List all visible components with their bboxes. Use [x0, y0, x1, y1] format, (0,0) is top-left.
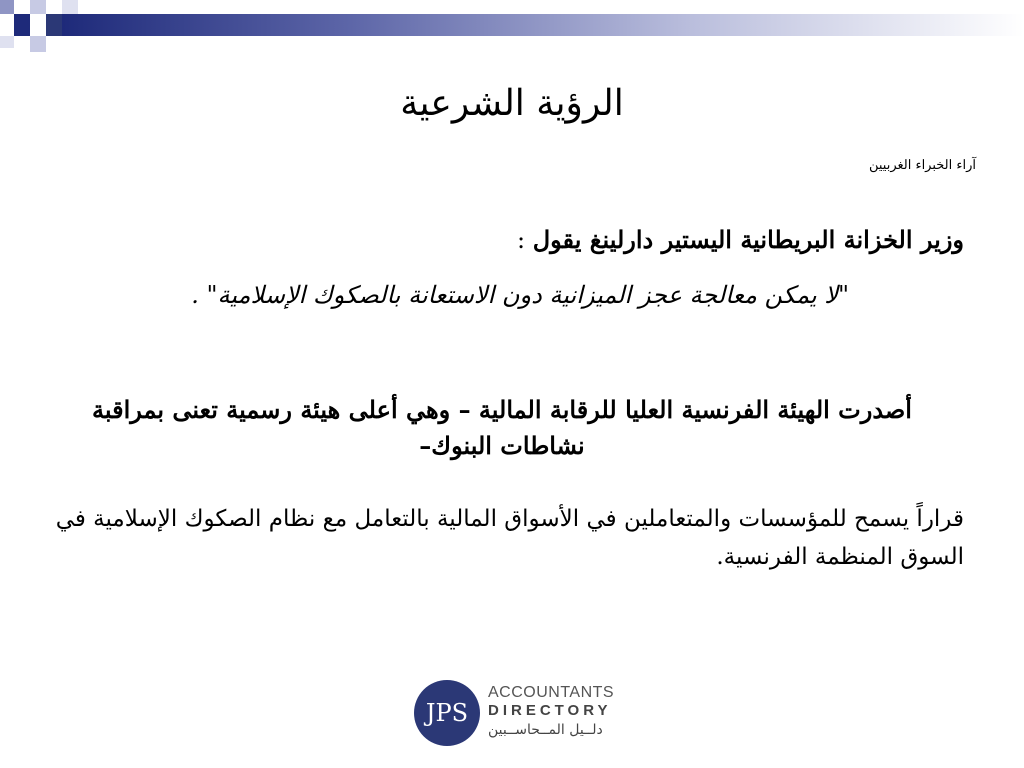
header-gradient-bar: [62, 14, 1024, 36]
deco-square: [30, 0, 46, 14]
logo-line-arabic: دلــيل المــحاســبين: [488, 722, 603, 738]
logo-monogram: JPS: [414, 680, 480, 746]
paragraph1-quote: "لا يمكن معالجة عجز الميزانية دون الاستعانة بالصكوك الإسلامية" .: [191, 281, 849, 309]
logo-line-directory: DIRECTORY: [488, 702, 612, 719]
deco-square: [0, 0, 14, 14]
paragraph1-colon: :: [517, 226, 533, 254]
paragraph2-body: قراراً يسمح للمؤسسات والمتعاملين في الأسواق المالية بالتعامل مع نظام الصكوك الإسلامية في السوق المنظمة الفرنسية.: [55, 506, 964, 570]
slide-subtitle: آراء الخبراء الغربيين: [868, 158, 976, 173]
deco-square: [14, 14, 30, 36]
deco-square: [30, 36, 46, 52]
deco-square: [0, 36, 14, 48]
slide-title: الرؤية الشرعية: [400, 83, 624, 124]
paragraph1-lead: [517, 220, 964, 260]
paragraph1-lead-text: وزير الخزانة البريطانية اليستير دارلينغ يقول: [532, 225, 964, 254]
jps-logo: [414, 680, 654, 750]
logo-line-accountants: ACCOUNTANTS: [488, 684, 615, 701]
deco-square: [62, 0, 78, 14]
paragraph2-bold: أصدرت الهيئة الفرنسية العليا للرقابة المالية – وهي أعلى هيئة رسمية تعنى بمراقبة نشاطات البنوك–: [92, 395, 912, 460]
header-decoration: [0, 0, 1024, 60]
deco-square: [46, 14, 62, 36]
